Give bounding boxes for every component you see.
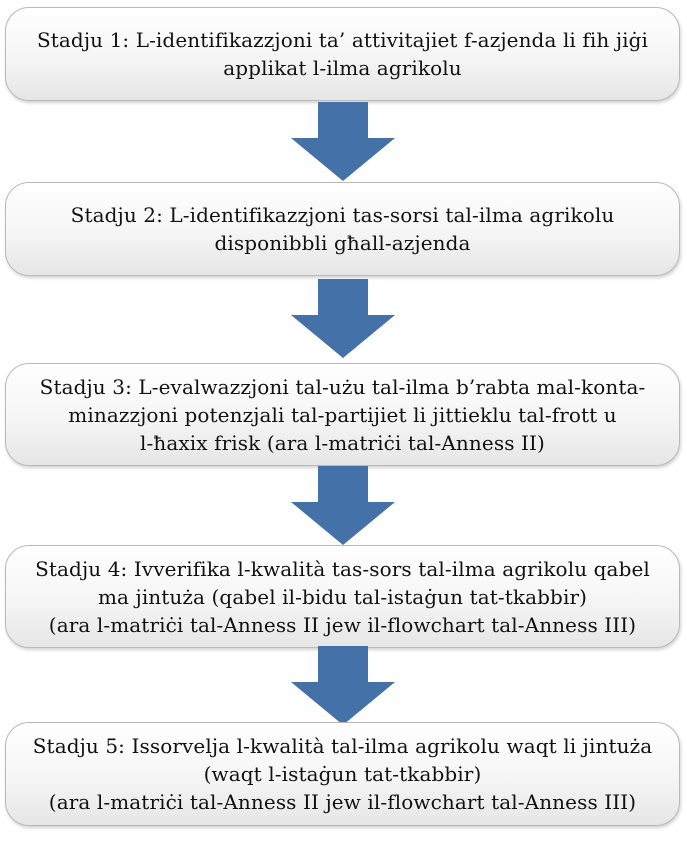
stage-2-line-2: disponibbli għall-azjenda <box>214 231 471 255</box>
stage-4-line-1: Stadju 4: Ivverifika l-kwalità tas-sors tal-ilma agrikolu qabel <box>35 556 650 581</box>
stage-5-line-1: Stadju 5: Issorvelja l-kwalità tal-ilma agrikolu waqt li jintuża <box>32 734 653 758</box>
down-arrow-icon <box>290 646 396 726</box>
stage-3-line-1: Stadju 3: L-evalwazzjoni tal-użu tal-ilma b’rabta mal-konta- <box>39 374 646 399</box>
stage-5-box <box>5 722 680 826</box>
stage-1-text <box>23 26 662 82</box>
down-arrow-icon <box>290 466 396 546</box>
stage-1-line-2: applikat l-ilma agrikolu <box>223 56 462 80</box>
stage-4-line-3: (ara l-matriċi tal-Anness II jew il-flowchart tal-Anness III) <box>48 612 637 637</box>
stage-5-text <box>19 732 666 816</box>
stage-3-box <box>5 363 680 466</box>
stage-2-line-1: Stadju 2: L-identifikazzjoni tas-sorsi tal-ilma agrikolu <box>70 203 615 227</box>
stage-3-line-3: l-ħaxix frisk (ara l-matriċi tal-Anness II) <box>140 430 545 455</box>
stage-2-box <box>5 182 680 276</box>
stage-4-line-2: ma jintuża (qabel il-bidu tal-istaġun tat-tkabbir) <box>97 584 588 609</box>
stage-1-line-1: Stadju 1: L-identifikazzjoni ta’ attivitajiet f-azjenda li fih jiġi <box>36 28 649 52</box>
stage-1-box <box>5 7 680 101</box>
down-arrow-icon <box>290 102 396 182</box>
stage-3-line-2: minazzjoni potenzjali tal-partijiet li jittieklu tal-frott u <box>68 402 617 427</box>
stage-4-text <box>21 555 664 639</box>
stage-2-text <box>57 201 629 257</box>
stage-5-line-3: (ara l-matriċi tal-Anness II jew il-flowchart tal-Anness III) <box>48 790 637 814</box>
stage-3-text <box>26 373 660 457</box>
stage-5-line-2: (waqt l-istaġun tat-tkabbir) <box>203 762 482 786</box>
stage-4-box <box>5 545 680 648</box>
down-arrow-icon <box>290 279 396 359</box>
